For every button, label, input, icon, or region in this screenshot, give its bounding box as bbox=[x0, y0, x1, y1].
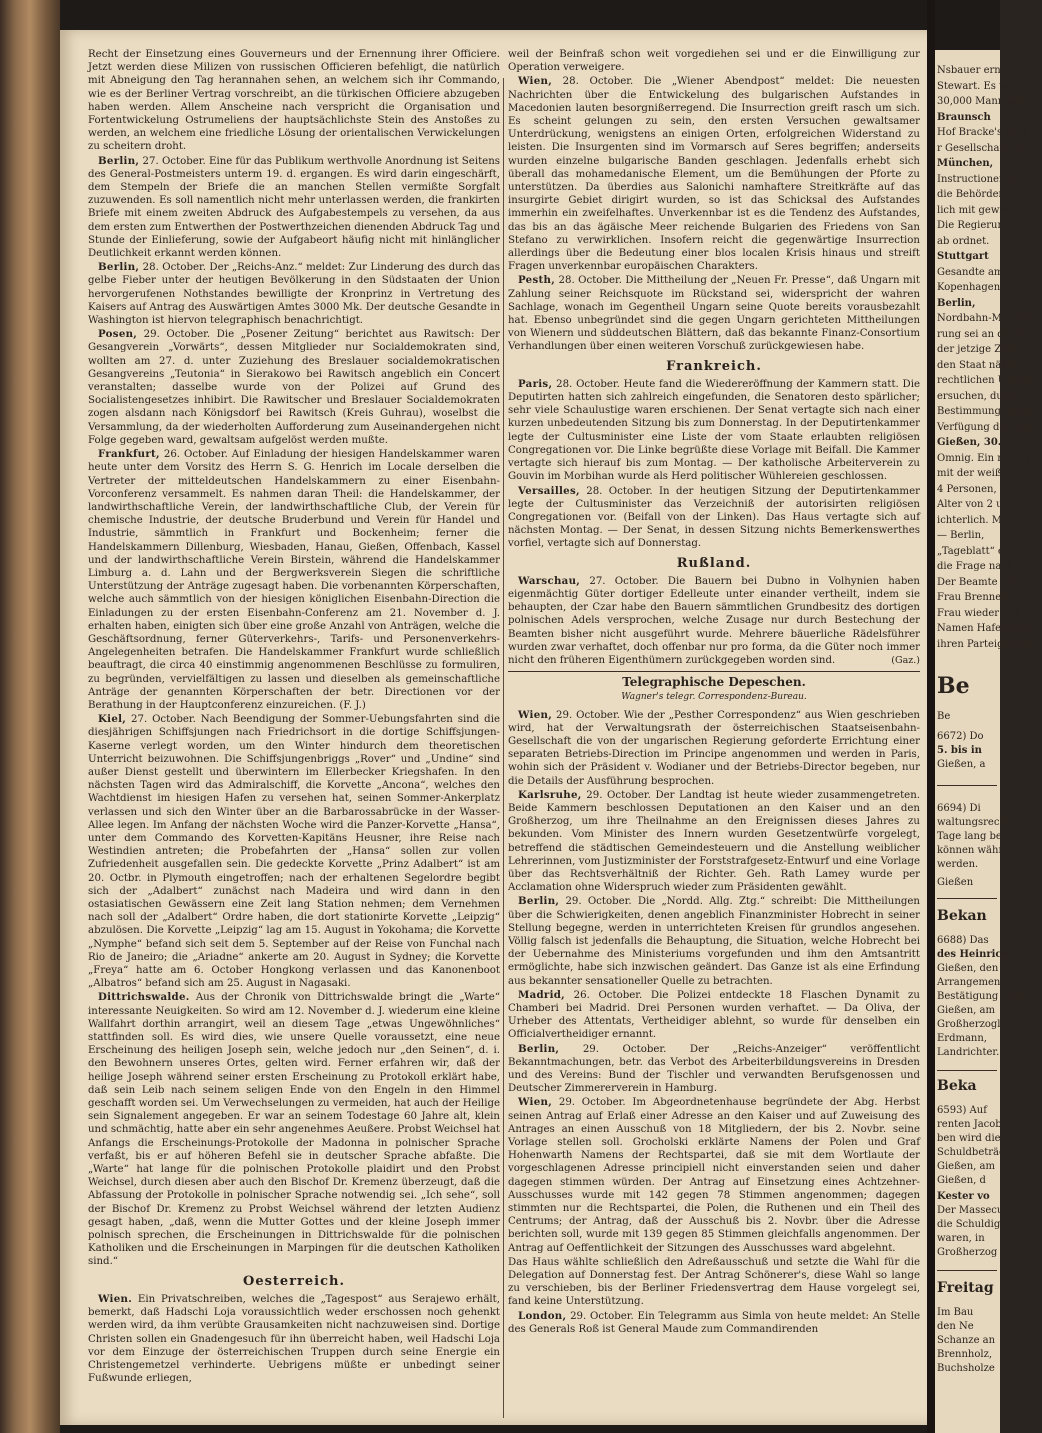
adjacent-page-line: Omnig. Ein richtig bbox=[937, 452, 1031, 464]
freitag-b: den Ne bbox=[937, 1321, 974, 1332]
page-gutter bbox=[927, 0, 935, 1433]
notice-6694-d: werden. bbox=[937, 859, 979, 870]
adjacent-page-line: Gießen, 30. bbox=[937, 437, 1002, 448]
adjacent-page-line: Stewart. Es wird bbox=[937, 80, 1023, 92]
bekan-heading: Bekan bbox=[937, 908, 987, 924]
notice-6694: 6694) Di bbox=[937, 803, 981, 814]
adjacent-page-line: rung sei an die B bbox=[937, 328, 1024, 340]
section-divider bbox=[508, 668, 920, 672]
notice-6593-j: Großherzog bbox=[937, 1247, 998, 1258]
freitag-heading: Freitag bbox=[937, 1280, 994, 1296]
article-text: Aus der Chronik von Dittrichswalde bringt die „Warte“ interessante Neuigkeiten. So wird am 12. November d. J. wiederum eine kleine Wallfahrt dorthin arrangirt, weil an diesem Tage „etwas Ungewöhnliches“ stattfinden soll. Es wird dies, wie unsere Quelle voraussetzt, eine neue Erscheinung des heiligen Joseph sein, welche jedoch nur „den Seinen“, d. i. den Bewohnern unseres Ortes, gelten wird. Ferner erfahren wir, daß der heilige Joseph während seiner ersten Erscheinung zu Protokoll erklärt habe, daß sein Leib nach seinem seligen Ende von den Engeln in den Himmel geschafft worden sei. Um Verwechselungen zu vermeiden, hat auch der Heilige sein Signalement angegeben. Er war an seinem Todestage 60 Jahre alt, klein und schmächtig, hatte aber ein sehr angenehmes Aeußere. Probst Weichsel hat Anfangs die Erscheinungs-Protokolle der Madonna in polnischer Sprache verfaßt, bis er auf höheren Befehl sie in deutscher Sprache abfaßte. Die „Warte“ hat lange für die polnischen Protokolle plaidirt und den Probst Weichsel, durch diesen aber auch den Bischof Dr. Kremenz überzeugt, daß die Abfassung der Protokolle in polnischer Sprache notwendig sei. „Ich sehe“, soll der Bischof Dr. Kremenz zu Probst Weichsel während der letzten Audienz gesagt haben, „daß, wenn die Mutter Gottes und der kleine Joseph immer polnisch sprechen, die Erscheinungen in Dittrichswalde für die polnischen Katholiken und die Erscheinungen in Marpingen für die deutschen Katholiken sind.“ bbox=[88, 992, 500, 1268]
be-small: Be bbox=[937, 711, 951, 722]
article-text: 28. October. Heute fand die Wiedereröffnung der Kammern statt. Die Deputirten hatten sich zahlreich eingefunden, die Senatoren desto spärlicher; sehr viele Schaulustige waren erschienen. Der Senat vertagte sich nach einer kurzen unbedeutenden Sitzung bis zum Donnerstag. In der Deputirtenkammer legte der Cultusminister eine Liste der vom Staate erlaubten religiösen Congregationen vor. Die Linke begrüßte diese Vorlage mit Beifall. Die Kammer vertagte sich hierauf bis zum Montag. — Der katholische Arbeiterverein zu Gouvin im Morbihan wurde als Herd politischer Wühlereien geschlossen. bbox=[508, 378, 920, 483]
adjacent-page-line: Berlin, bbox=[937, 297, 976, 309]
adjacent-page-line: Frau Brennerei bbox=[937, 592, 1016, 603]
dateline: Pesth, bbox=[518, 274, 556, 287]
article-text: 27. October. Eine für das Publikum werthvolle Anordnung ist Seitens des General-Postmeisters unterm 19. d. ergangen. Es wird darin eingeschärft, dem Stempeln der Briefe die an manchen Stellen vermißte Sorgfalt zuzuwenden. Es soll namentlich nicht mehr unterlassen werden, die frankirten Briefe mit einem zweiten Abdruck des Aufgabestempels zu versehen, da aus dem ersten zum Entwerthen der Postwerthzeichen dienenden Abdruck Tag und Stunde der Einlieferung, sowie der Aufgabeort häufig nicht mit hinlänglicher Deutlichkeit erkannt werden können. bbox=[88, 155, 500, 260]
article-text: 29. October. Die „Nordd. Allg. Ztg.“ schreibt: Die Mittheilungen über die Schwierigkeiten, denen angeblich Finanzminister Hobrecht in seiner Stellung begegne, werden in unterrichteten Kreisen für grundlos angesehen. Völlig falsch ist jedenfalls die Behauptung, die Situation, welche Hobrecht bei der Uebernahme des Ministeriums vorgefunden und ihm den Amtsantritt ermöglichte, habe sich inzwischen geändert. Das Ganze ist als eine Erfindung aus bekannter sensationeller Quelle zu betrachten. bbox=[508, 896, 920, 987]
left-column bbox=[88, 48, 500, 1393]
dateline: Berlin, bbox=[98, 261, 140, 274]
adjacent-page-line: Instructionen an bbox=[937, 173, 1021, 185]
article bbox=[508, 789, 920, 895]
article-text: weil der Beinfraß schon weit vorgediehen sei und er die Einwilligung zur Operation verweigere. bbox=[508, 49, 920, 74]
notice-6593-b: ben wird die bbox=[937, 1133, 1001, 1144]
article bbox=[508, 1043, 920, 1096]
article bbox=[88, 991, 500, 1268]
notice-6688-d: Bestätigung erhal bbox=[937, 991, 1028, 1002]
telegraph-subheading: Wagner's telegr. Correspondenz-Bureau. bbox=[621, 692, 807, 703]
divider bbox=[937, 785, 997, 786]
adjacent-page-line: Nsbauer ernannt bbox=[937, 65, 1024, 76]
adjacent-page-line: der jetzige Zeit bbox=[937, 344, 1015, 355]
article-text: 29. October. Die „Posener Zeitung“ berichtet aus Rawitsch: Der Gesangverein „Vorwärts“, dessen Mitglieder nur Socialdemokraten sind, wollten am 27. d. unter Zuziehung des Breslauer socialdemokratischen Gesangvereins „Teutonia“ in Sierakowo bei Rawitsch angeblich ein Concert veranstalten; dasselbe wurde von der Polizei auf Grund des Socialistengesetzes inhibirt. Die Rawitscher und Breslauer Socialdemokraten zogen alsdann nach Königsdorf bei Rawitsch (Kreis Guhrau), woselbst die Versammlung, da der wiederholten Aufforderung zum Auseinandergehen nicht Folge gegeben ward, gewaltsam aufgelöst werden mußte. bbox=[88, 329, 500, 446]
notice-6593-f: Kester vo bbox=[937, 1191, 990, 1202]
divider bbox=[937, 1270, 997, 1271]
article bbox=[88, 713, 500, 990]
adjacent-page-line: mit der weißen Obe bbox=[937, 468, 1038, 479]
article bbox=[508, 1096, 920, 1254]
adjacent-page-line: Kopenhagen befugni bbox=[937, 282, 1042, 293]
adjacent-page-line: Die Regierung bbox=[937, 220, 1011, 231]
source-sign: (Gaz.) bbox=[891, 654, 920, 666]
adjacent-page-line: ab ordnet. bbox=[937, 235, 990, 247]
article-text: 29. October. Der Landtag ist heute wieder zusammengetreten. Beide Kammern beschlossen Deputationen an den Kaiser und an den Großherzog, um ihre Theilnahme an den Ereignissen dieses Jahres zu bekunden. Vom Minister des Innern wurden Gesetzentwürfe vorgelegt, betreffend die städtischen Gemeindesteuern und die Anstellung weiblicher Lehrerinnen, vom Justizminister der Forststrafgesetz-Entwurf und eine Vorlage über das Rechtsverhältniß der Richter. Geh. Rath Lamey wurde per Acclamation ohne Widerspruch wieder zum Präsidenten gewählt. bbox=[508, 789, 920, 894]
dateline: Berlin, bbox=[518, 895, 560, 908]
notice-giessen-2: Gießen bbox=[937, 877, 974, 888]
be-heading: Be bbox=[937, 673, 970, 699]
adjacent-page-line: Der Beamte nahm bbox=[937, 576, 1030, 588]
article bbox=[88, 328, 500, 447]
section-heading-oesterreich: Oesterreich. bbox=[243, 1273, 345, 1289]
article-text: 29. October. Ein Telegramm aus Simla von heute meldet: An Stelle des Generals Roß ist General Maude zum Commandirenden bbox=[508, 1310, 920, 1335]
left-column-articles bbox=[88, 48, 500, 1269]
adjacent-page-line: Bestimmung gegeb bbox=[937, 406, 1036, 417]
adjacent-page-line: lich mit gewissenh bbox=[937, 204, 1032, 216]
article-text: 27. October. Die Bauern bei Dubno in Volhynien haben eigenmächtig Güter dortiger Edelleute unter einander vertheilt, indem sie behaupten, der Czar habe den Bauern sämmtlichen Grundbesitz des dortigen polnischen Adels versprochen, welche Zusage nur durch Bestechung der Beamten bisher nicht ausgeführt wurde. Mehrere bäuerliche Rädelsführer wurden zwar verhaftet, doch offenbar nur pro forma, da die Güter noch immer nicht den früheren Eigenthümern zurückgegeben worden sind. bbox=[508, 575, 920, 666]
notice-6593-a: renten Jacob bbox=[937, 1119, 1002, 1130]
adjacent-page-partial bbox=[935, 50, 1042, 1433]
notice-bis: 5. bis in bbox=[937, 745, 982, 756]
notice-6688: 6688) Das bbox=[937, 935, 989, 946]
adjacent-page-line: ihren Parteigenoss bbox=[937, 638, 1033, 650]
notice-6688-g: Erdmann, bbox=[937, 1033, 987, 1044]
article-text: 27. October. Nach Beendigung der Sommer-Uebungsfahrten sind die diesjährigen Schiffsjungen nach Friedrichsort in die dortige Schiffsjungen-Kaserne verlegt worden, um den Winter hindurch dem theoretischen Unterricht beizuwohnen. Die Schiffsjungenbriggs „Rover“ und „Undine“ sind außer Dienst gestellt und überwintern im Ellerbecker Kriegshafen. In den nächsten Tagen wird das Admiralschiff, die Korvette „Ancona“, welches den Wachtdienst im hiesigen Hafen zu versehen hat, seinen Sommer-Ankerplatz verlassen und sich den Winter über an die Barbarossabrücke in der Wasser-Allee legen. Im Anfang der nächsten Woche wird die Panzer-Korvette „Hansa“, unter dem Commando des Korvetten-Kapitäns Heusner, ihre Reise nach Westindien antreten; die Probefahrten der „Hansa“ sollen zur vollen Zufriedenheit ausgefallen sein. Die gedeckte Korvette „Prinz Adalbert“ ist am 20. Octbr. in Plymouth eingetroffen; nach der erhaltenen Segelordre begibt sich der „Adalbert“ zunächst nach Madeira und wird dann in den ostasiatischen Gewässern eine Zeit lang Station nehmen; dem Vernehmen nach soll der „Adalbert“ Ordre haben, die dort stationirte Korvette „Leipzig“ abzulösen. Die Korvette „Leipzig“ lag am 15. August in Yokohama; die Korvette „Nymphe“ befand sich seit dem 5. September auf der Reise von Funchal nach Rio de Janeiro; die „Ariadne“ ankerte am 20. August in Sydney; die Korvette „Freya“ hatte am 6. October Hongkong verlassen und das Kanonenboot „Albatros“ befand sich am 25. August in Nagasaki. bbox=[88, 714, 500, 990]
dateline: Wien, bbox=[518, 708, 553, 721]
dateline: Frankfurt, bbox=[98, 448, 160, 461]
adjacent-page-line: München, bbox=[937, 158, 994, 169]
freitag-e: Buchsholze bbox=[937, 1363, 995, 1374]
article bbox=[508, 989, 920, 1042]
middle-column-articles bbox=[508, 48, 920, 354]
notice-6593: 6593) Auf bbox=[937, 1105, 987, 1116]
article-text: Das Haus wählte schließlich den Adreßausschuß und setzte die Wahl für die Delegation auf Donnerstag fest. Der Antrag Schönerer's, diese Wahl so lange zu verschieben, bis der Berliner Friedensvertrag dem Hause vorgelegt sei, fand keine Unterstützung. bbox=[508, 1256, 920, 1308]
article bbox=[508, 1256, 920, 1309]
dateline: Berlin, bbox=[518, 1042, 560, 1055]
freitag-c: Schanze an bbox=[937, 1335, 996, 1346]
dateline: Kiel, bbox=[98, 713, 127, 726]
article bbox=[508, 895, 920, 987]
article-text: 29. October. Wie der „Pesther Correspondenz“ aus Wien geschrieben wird, hat der Verwaltungsrath der österreichischen Staatseisenbahn-Gesellschaft die von der ungarischen Regierung geforderte Errichtung einer separaten Betriebs-Direction im Principe angenommen und werden in Paris, wohin sich der Präsident v. Wodianer und der Betriebs-Director begeben, nur die Details der Ausführung besprochen. bbox=[508, 709, 920, 787]
article-wien-privatschreiben bbox=[88, 1293, 500, 1385]
divider bbox=[937, 898, 997, 899]
dateline: Dittrichswalde. bbox=[98, 991, 190, 1004]
notice-6593-g: Der Massecur bbox=[937, 1205, 1009, 1216]
adjacent-page-line: r Gesellschaft und bbox=[937, 142, 1030, 154]
notice-6688-a: des Heinrich bbox=[937, 949, 1009, 960]
article-text: 26. October. Die Polizei entdeckte 18 Flaschen Dynamit zu Chamberi bei Madrid. Drei Personen wurden verhaftet. — Da Oliva, der Urheber des Attentats, Vertheidiger ablehnt, so wurde für denselben ein Officialvertheidiger ernannt. bbox=[508, 989, 920, 1041]
book-binding bbox=[0, 0, 60, 1433]
adjacent-page-line: „Tageblatt“ erzähl bbox=[937, 545, 1030, 557]
notice-6688-h: Landrichter. bbox=[937, 1047, 1000, 1058]
article-warschau bbox=[508, 575, 920, 667]
freitag-d: Brennholz, bbox=[937, 1349, 993, 1360]
middle-column bbox=[508, 48, 920, 1393]
adjacent-page-line: 4 Personen, nämlich bbox=[937, 483, 1041, 495]
section-heading-telegraph: Telegraphische Depeschen. bbox=[622, 675, 806, 690]
dateline: Wien, bbox=[518, 75, 553, 88]
notice-6694-a: waltungsrechens bbox=[937, 817, 1024, 828]
article bbox=[88, 48, 500, 154]
column-rule bbox=[503, 78, 504, 1418]
article bbox=[508, 274, 920, 353]
notice-6688-c: Arrangement bbox=[937, 977, 1005, 988]
dateline: Paris, bbox=[518, 377, 553, 390]
adjacent-page-line: Frau wieder und bbox=[937, 607, 1022, 619]
adjacent-page-line: den Staat näher bbox=[937, 359, 1019, 371]
notice-6688-f: Großherzoglich bbox=[937, 1019, 1016, 1030]
article-text: 28. October. In der heutigen Sitzung der Deputirtenkammer legte der Cultusminister das Verzeichniß der autorisirten religiösen Congregationen vor. (Beifall von der Linken). Das Haus vertagte sich auf nächsten Montag. — Der Senat, in dessen Sitzung nichts Bemerkenswerthes vorfiel, vertagte sich auf Donnerstag. bbox=[508, 485, 920, 550]
dateline: Karlsruhe, bbox=[518, 788, 582, 801]
adjacent-page-line: Alter von 2 und 3 bbox=[937, 499, 1025, 510]
notice-6688-e: Gießen, am bbox=[937, 1005, 995, 1016]
article-text: 28. October. Die „Wiener Abendpost“ meldet: Die neuesten Nachrichten über die Entwickelung des bulgarischen Aufstandes in Macedonien lauten besorgnißerregend. Die Insurrection greift rasch um sich. Es scheint gelungen zu sein, den ersten Versuchen gewaltsamer Unterdrückung, wenigstens an einigen Orten, erfolgreichen Widerstand zu leisten. Die Insurgenten sind im Vormarsch auf Seres begriffen; anderseits wurden einzelne bulgarische Banden geschlagen. Jedenfalls erhebt sich überall das mohamedanische Element, um die Bemühungen der Pforte zu unterstützen. Da überdies aus Salonichi namhaftere Streitkräfte auf das insurgirte Gebiet dirigirt wurden, so ist das Schicksal des Aufstandes immerhin ein zweifelhaftes. Unverkennbar ist es die Tendenz des Aufstandes, das bis an das ägäische Meer reichende Bulgarien des Friedens von San Stefano zu verwirklichen. Insofern reicht die gegenwärtige Insurrection allerdings über die Bedeutung einer blos localen Krisis hinaus und streift Fragen unverkennbar europäischen Charakters. bbox=[508, 76, 920, 273]
adjacent-page-line: 30,000 Mann erfo bbox=[937, 96, 1028, 107]
article bbox=[88, 261, 500, 327]
divider bbox=[937, 1070, 997, 1071]
adjacent-page-line: Namen Hafenarbeit bbox=[937, 623, 1038, 634]
article-text: 29. October. Im Abgeordnetenhause begründete der Abg. Herbst seinen Antrag auf Erlaß einer Adresse an den Kaiser und auf Zuweisung des Antrages an einen Ausschuß von 18 Mitgliedern, der bis 2. Novbr. seine Vorlage stellen soll. Grocholski erklärte Namens der Polen und Graf Hohenwarth Namens der Rechtspartei, daß sie mit dem Wortlaute der vorgeschlagenen Adresse principiell nicht einverstanden seien und daher dagegen stimmen würden. Der Antrag auf Einsetzung eines Achtzehner-Ausschusses wurde mit 142 gegen 78 Stimmen angenommen; dagegen stimmten nur die Rechtspartei, die Polen, die Ruthenen und ein Theil des Centrums; der Antrag, daß der Ausschuß bis 2. Novbr. über die Adresse berichten soll, wurde mit 139 gegen 85 Stimmen gleichfalls angenommen. Der Antrag auf Oeffentlichkeit der Sitzungen des Ausschusses ward abgelehnt. bbox=[508, 1097, 920, 1254]
article bbox=[508, 1310, 920, 1336]
dateline: Madrid, bbox=[518, 988, 566, 1001]
article-text: Recht der Einsetzung eines Gouverneurs und der Ernennung ihrer Officiere. Jetzt werden diese Milizen von russischen Officieren befehligt, die natürlich mit Abneigung den Tag herannahen sehen, an welchem sich ihr Commando, wie es der Berliner Vertrag vorschreibt, an die türkischen Officiere abzugeben haben werden. Allem Anscheine nach verspricht die Organisation und Fortentwickelung Ostrumeliens der hauptsächlichste Stein des Anstoßes zu werden, an welchem eine friedliche Lösung der orientalischen Verwickelungen zu scheitern droht. bbox=[88, 49, 500, 153]
article bbox=[508, 75, 920, 273]
dateline: Posen, bbox=[98, 328, 138, 341]
adjacent-page-line: Gesandte am hies bbox=[937, 266, 1028, 278]
dateline: London, bbox=[518, 1309, 567, 1322]
dateline: Warschau, bbox=[518, 574, 581, 587]
adjacent-page-line: Stuttgart bbox=[937, 251, 989, 262]
section-heading-frankreich: Frankreich. bbox=[666, 358, 762, 374]
notice-6688-b: Gießen, den bbox=[937, 963, 999, 974]
article bbox=[88, 448, 500, 712]
adjacent-page-line: ichterlich. Mangel bbox=[937, 514, 1030, 526]
dateline: Versailles, bbox=[518, 484, 580, 497]
frankreich-articles bbox=[508, 378, 920, 551]
article bbox=[508, 709, 920, 788]
notice-6593-h: die Schuldige bbox=[937, 1219, 1007, 1230]
telegraph-articles bbox=[508, 709, 920, 1337]
article-text: Ein Privatschreiben, welches die „Tagespost“ aus Serajewo erhält, bemerkt, daß Hadschi Loja voraussichtlich weder erschossen noch gehenkt werden wird, da ihm verübte Grausamkeiten nicht nachzuweisen sind. Dortige Christen sollen ein Gnadengesuch für ihn überreicht haben, weil Hadschi Loja vor dem Einzuge der österreichischen Truppen durch seine Energie ein Christengemetzel verhinderte. Uebrigens müßte er unbedingt seiner Fußwunde erliegen, bbox=[88, 1293, 500, 1385]
adjacent-page-line: Nordbahn-Magdebu bbox=[937, 313, 1040, 324]
adjacent-page-line: Braunsch bbox=[937, 111, 991, 123]
adjacent-page-line: Verfügung der Bahn bbox=[937, 421, 1040, 433]
notice-6593-d: Gießen, am bbox=[937, 1161, 995, 1172]
adjacent-page-line: die Behörden bezü bbox=[937, 189, 1033, 200]
adjacent-page-line: rechtlichen Unters bbox=[937, 375, 1033, 386]
dateline: Wien, bbox=[518, 1096, 553, 1109]
dateline: Wien. bbox=[98, 1292, 133, 1305]
notice-6694-b: Tage lang bei bbox=[937, 831, 1006, 842]
beka-heading: Beka bbox=[937, 1078, 977, 1094]
notice-6593-i: waren, in bbox=[937, 1233, 985, 1244]
adjacent-page-line: ersuchen, durch d bbox=[937, 390, 1030, 402]
article-text: 28. October. Die Mittheilung der „Neuen Fr. Presse“, daß Ungarn mit Zahlung seiner Reichsquote im Rückstand sei, widerspricht der wahren Sachlage, wonach im Gegentheil Ungarn seine Quote bereits vorausbezahlt hat. Ebenso unbegründet sind die gegen Ungarn gerichteten Mittheilungen von Wienern und süddeutschen Blättern, daß das bekannte Finanz-Consortium Verhandlungen über einen weiteren Vorschuß zurückgewiesen habe. bbox=[508, 275, 920, 353]
article-text: 29. October. Der „Reichs-Anzeiger“ veröffentlicht Bekanntmachungen, betr. das Verbot des Arbeiterbildungsvereins in Dresden und des Vereins: Bund der Tischler und verwandten Berufsgenossen und Deutscher Zimmererverein in Hamburg. bbox=[508, 1043, 920, 1095]
notice-6593-c: Schuldbeträge bbox=[937, 1147, 1012, 1158]
article bbox=[508, 485, 920, 551]
article bbox=[508, 48, 920, 74]
notice-6694-c: können während bbox=[937, 845, 1022, 856]
section-heading-russland: Rußland. bbox=[676, 555, 752, 571]
notice-6672: 6672) Do bbox=[937, 731, 984, 742]
freitag-a: Im Bau bbox=[937, 1307, 974, 1318]
dateline: Berlin, bbox=[98, 154, 140, 167]
notice-6593-e: Gießen, d bbox=[937, 1175, 986, 1186]
adjacent-page-line: — Berlin, bbox=[937, 530, 985, 541]
article-text: 28. October. Der „Reichs-Anz.“ meldet: Zur Linderung des durch das gelbe Fieber unter der heutigen Bevölkerung in den Südstaaten der Union hervorgerufenen Nothstandes bewilligte der Kronprinz in Vertretung des Kaisers auf Antrag des Auswärtigen Amtes 3000 Mk. Der deutsche Gesandte in Washington ist hiervon telegraphisch benachrichtigt. bbox=[88, 262, 500, 327]
adjacent-page-line: die Frage nach den bbox=[937, 561, 1036, 572]
article bbox=[508, 378, 920, 484]
notice-giessen: Gießen, a bbox=[937, 759, 986, 770]
article-text: 26. October. Auf Einladung der hiesigen Handelskammer waren heute unter dem Vorsitz des Herrn S. G. Henrich im Locale derselben die Vertreter der mitteldeutschen Handelskammern zu einer Eisenbahn-Vorconferenz versammelt. Es nahmen daran Theil: die Handelskammer, der landwirthschaftliche Verein, der landwirthschaftliche Club, der Verein für chemische Industrie, der deutsche Bruderbund und Verein für Handel und Industrie, sämmtlich in Frankfurt und Bockenheim; ferner die Handelskammern Dillenburg, Wiesbaden, Hanau, Gießen, Offenbach, Kassel und der landwirthschaftliche Verein Birstein, während die Handelskammer Limburg a. d. Lahn und der Bergwerksverein Siegen die schriftliche Unterstützung der Anträge zugesagt haben. Die vorbenannten Körperschaften, welche auch sämmtlich von der hiesigen königlichen Eisenbahn-Direction die Einladungen zu der ersten Eisenbahn-Conferenz am 21. November d. J. erhalten haben, einigten sich über eine große Anzahl von Anträgen, welche die Geschäftsordnung, ferner Güterverkehrs-, Tarifs- und Personenverkehrs-Angelegenheiten betrafen. Die Handelskammer Frankfurt wurde schließlich beauftragt, die circa 40 einstimmig angenommenen Beschlüsse zu formuliren, zu begründen, vervielfältigen zu lassen und dieselben als gemeinschaftliche Anträge der genannten Körperschaften der betr. Directionen vor der Berathung in der Hauptconferenz einzureichen. (F. J.) bbox=[88, 449, 500, 711]
article bbox=[88, 155, 500, 261]
adjacent-page-line: Hof Bracke's Prof bbox=[937, 127, 1027, 138]
